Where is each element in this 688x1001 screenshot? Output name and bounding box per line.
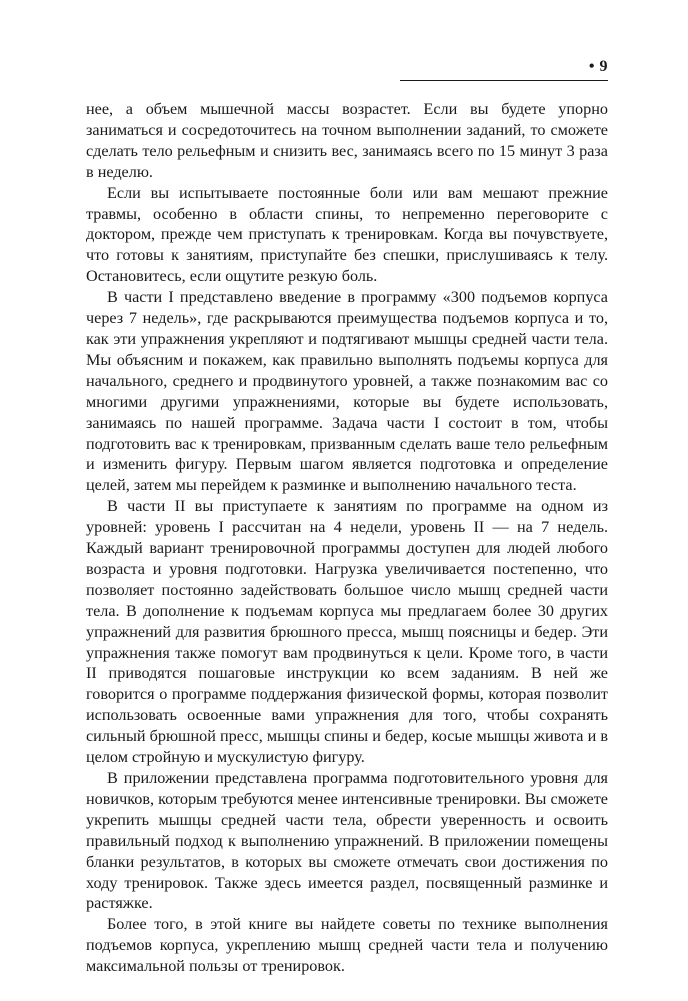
- paragraph-continuation: нее, а объем мышечной массы возрастет. Если вы будете упорно заниматься и сосредоточитесь на точном выполнении заданий, то сможете сделать тело рельефным и снизить вес, занимаясь всего по 15 минут 3 раза в неделю.: [86, 100, 608, 181]
- paragraph-appendix: В приложении представлена программа подготовительного уровня для новичков, которым требуются менее интенсивные тренировки. Вы сможете укрепить мышцы средней части тела, обрести уверенность и освоить правильный подход к выполнению упражнений. В приложении помещены бланки результатов, в которых вы сможете отмечать свои достижения по ходу тренировок. Также здесь имеется раздел, посвященный разминке и растяжке.: [86, 769, 608, 913]
- paragraph-part-one: В части I представлено введение в программу «300 подъемов корпуса через 7 недель», где раскрываются преимущества подъемов корпуса и то, как эти упражнения укрепляют и подтягивают мышцы средней части тела. Мы объясним и покажем, как правильно выполнять подъемы корпуса для начального, среднего и продвинутого уровней, а также познакомим вас со многими другими упражнениями, которые вы будете использовать, занимаясь по нашей программе. Задача части I состоит в том, чтобы подготовить вас к тренировкам, призванным сделать ваше тело рельефным и изменить фигуру. Первым шагом является подготовка и определение целей, затем мы перейдем к разминке и выполнению начального теста.: [86, 288, 608, 495]
- paragraph-health-warning: Если вы испытываете постоянные боли или вам мешают прежние травмы, особенно в области спины, то непременно переговорите с доктором, прежде чем приступать к тренировкам. Когда вы почувствуете, что готовы к занятиям, приступайте без спешки, прислушиваясь к телу. Остановитесь, если ощутите резкую боль.: [86, 183, 608, 286]
- paragraph-part-two: В части II вы приступаете к занятиям по программе на одном из уровней: уровень I рассчитан на 4 недели, уровень II — на 7 недель. Каждый вариант тренировочной программы доступен для людей любого возраста и уровня подготовки. Нагрузка увеличивается постепенно, что позволяет постоянно задействовать большое число мышц средней части тела. В дополнение к подъемам корпуса мы предлагаем более 30 других упражнений для развития брюшного пресса, мышц поясницы и бедер. Эти упражнения также помогут вам продвинуться к цели. Кроме того, в части II приводятся пошаговые инструкции ко всем заданиям. В ней же говорится о программе поддержания физической формы, которая позволит использовать освоенные вами упражнения для того, чтобы сохранять сильный брюшной пресс, мышцы спины и бедер, косые мышцы живота и в целом стройную и мускулистую фигуру.: [86, 497, 608, 767]
- page-number: • 9: [588, 58, 608, 75]
- page-header: [400, 58, 608, 82]
- page-body: [86, 99, 608, 977]
- paragraph-tips: Более того, в этой книге вы найдете советы по технике выполнения подъемов корпуса, укреплению мышц средней части тела и получению максимальной пользы от тренировок.: [86, 915, 608, 976]
- header-rule: [400, 80, 608, 81]
